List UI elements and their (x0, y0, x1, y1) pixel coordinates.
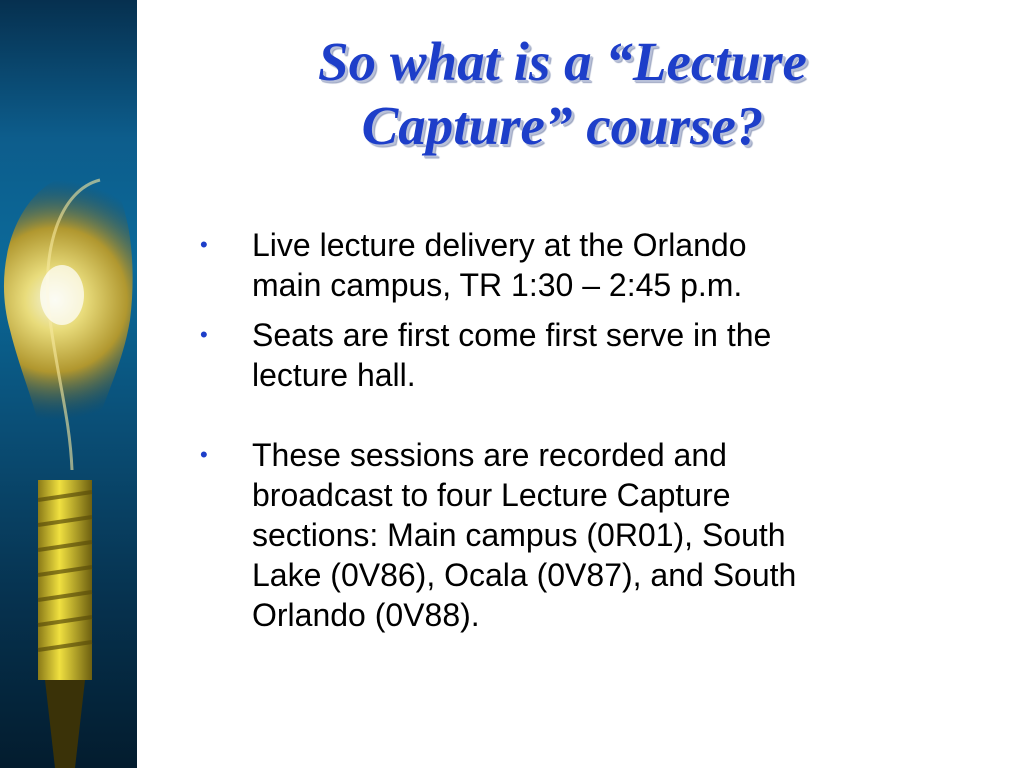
bullet-text-line: main campus, TR 1:30 – 2:45 p.m. (252, 267, 743, 303)
bullet-text-line: sections: Main campus (0R01), South (252, 517, 786, 553)
bullet-icon: • (200, 442, 208, 467)
bullet-icon: • (200, 232, 208, 257)
slide-title (160, 30, 965, 158)
bullet-text-line: These sessions are recorded and (252, 437, 727, 473)
light-bulb-icon (0, 0, 137, 768)
light-bulb-image (0, 0, 137, 768)
bullet-item (196, 315, 956, 395)
slide-title-line: So what is a “Lecture (318, 31, 807, 92)
bullet-icon: • (200, 322, 208, 347)
bullet-text-line: Orlando (0V88). (252, 597, 480, 633)
bullet-item (196, 435, 956, 635)
slide-title-line: Capture” course? (361, 95, 764, 156)
bullet-item (196, 225, 956, 305)
bullet-text-line: Live lecture delivery at the Orlando (252, 227, 747, 263)
bullet-text-line: Seats are first come first serve in the (252, 317, 772, 353)
bullet-list (196, 225, 956, 645)
bullet-text-line: broadcast to four Lecture Capture (252, 477, 731, 513)
bullet-text-line: Lake (0V86), Ocala (0V87), and South (252, 557, 797, 593)
bullet-text-line: lecture hall. (252, 357, 416, 393)
